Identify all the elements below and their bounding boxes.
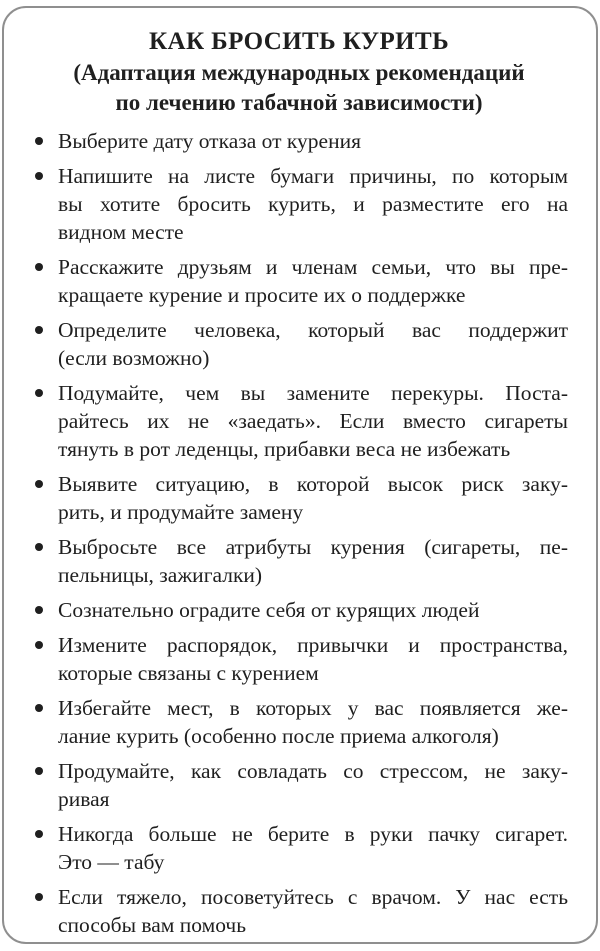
list-item-line: которые связаны с курением — [58, 661, 319, 685]
list-item-text — [58, 694, 568, 750]
list-item — [30, 533, 568, 589]
bullet-icon — [35, 893, 43, 901]
list-item — [30, 694, 568, 750]
bullet-icon — [35, 480, 43, 488]
list-item-line: Измените распорядок, привычки и пространства, — [58, 633, 568, 657]
list-item — [30, 162, 568, 246]
list-item — [30, 883, 568, 939]
list-item-line: Если тяжело, посоветуйтесь с врачом. У нас есть — [58, 885, 568, 909]
list-item-line: райтесь их не «заедать». Если вместо сигареты — [58, 409, 568, 433]
list-item-line: способы вам помочь — [58, 913, 247, 937]
list-item-line: Напишите на листе бумаги причины, по которым — [58, 164, 568, 188]
list-item-line: ривая — [58, 787, 110, 811]
list-item-line: (если возможно) — [58, 346, 210, 370]
page-title: КАК БРОСИТЬ КУРИТЬ — [148, 28, 449, 55]
list-item-line: Никогда больше не берите в руки пачку сигарет. — [58, 822, 568, 846]
recommendation-card — [2, 6, 598, 944]
list-item-text — [58, 883, 568, 939]
list-item-text — [58, 533, 568, 589]
list-item-line: Продумайте, как совладать со стрессом, не заку- — [58, 759, 568, 783]
list-item-text — [58, 127, 568, 155]
bullet-icon — [35, 263, 43, 271]
bullet-icon — [35, 172, 43, 180]
list-item-line: Выбросьте все атрибуты курения (сигареты, пе- — [58, 535, 568, 559]
list-item-text — [58, 820, 568, 876]
list-item-line: Выявите ситуацию, в которой высок риск заку- — [58, 472, 568, 496]
list-item-text — [58, 316, 568, 372]
subtitle-line: (Адаптация международных рекомендаций — [73, 60, 525, 85]
bullet-icon — [35, 389, 43, 397]
list-item — [30, 253, 568, 309]
list-item — [30, 127, 568, 155]
list-item-text — [58, 757, 568, 813]
list-item-text — [58, 253, 568, 309]
bullet-icon — [35, 641, 43, 649]
list-item-line: Расскажите друзьям и членам семьи, что вы пре- — [58, 255, 568, 279]
list-item-text — [58, 470, 568, 526]
bullet-icon — [35, 137, 43, 145]
list-item-text — [58, 596, 568, 624]
list-item-line: пельницы, зажигалки) — [58, 563, 263, 587]
list-item-text — [58, 379, 568, 463]
list-item-line: рить, и продумайте замену — [58, 500, 304, 524]
list-item — [30, 316, 568, 372]
list-item-line: Сознательно оградите себя от курящих людей — [58, 598, 480, 622]
list-item — [30, 470, 568, 526]
list-item-text — [58, 631, 568, 687]
list-item-line: Выберите дату отказа от курения — [58, 129, 361, 153]
list-item-line: Это — табу — [58, 850, 165, 874]
list-item-line: кращаете курение и просите их о поддержке — [58, 283, 466, 307]
list-item-text — [58, 162, 568, 246]
list-item-line: Подумайте, чем вы замените перекуры. Поста- — [58, 381, 568, 405]
bullet-icon — [35, 326, 43, 334]
list-item-line: видном месте — [58, 220, 184, 244]
list-item — [30, 379, 568, 463]
bullet-icon — [35, 767, 43, 775]
list-item — [30, 820, 568, 876]
quit-list — [30, 127, 568, 939]
list-item-line: Определите человека, который вас поддержит — [58, 318, 568, 342]
list-item-line: Избегайте мест, в которых у вас появляется же- — [58, 696, 568, 720]
list-item — [30, 757, 568, 813]
list-item-line: лание курить (особенно после приема алкоголя) — [58, 724, 499, 748]
bullet-icon — [35, 830, 43, 838]
list-item-line: тянуть в рот леденцы, прибавки веса не избежать — [58, 437, 511, 461]
list-item — [30, 596, 568, 624]
page-subtitle — [30, 58, 568, 118]
bullet-icon — [35, 606, 43, 614]
bullet-icon — [35, 704, 43, 712]
list-item-line: вы хотите бросить курить, и разместите его на — [58, 192, 568, 216]
bullet-icon — [35, 543, 43, 551]
subtitle-line: по лечению табачной зависимости) — [115, 90, 483, 115]
list-item — [30, 631, 568, 687]
